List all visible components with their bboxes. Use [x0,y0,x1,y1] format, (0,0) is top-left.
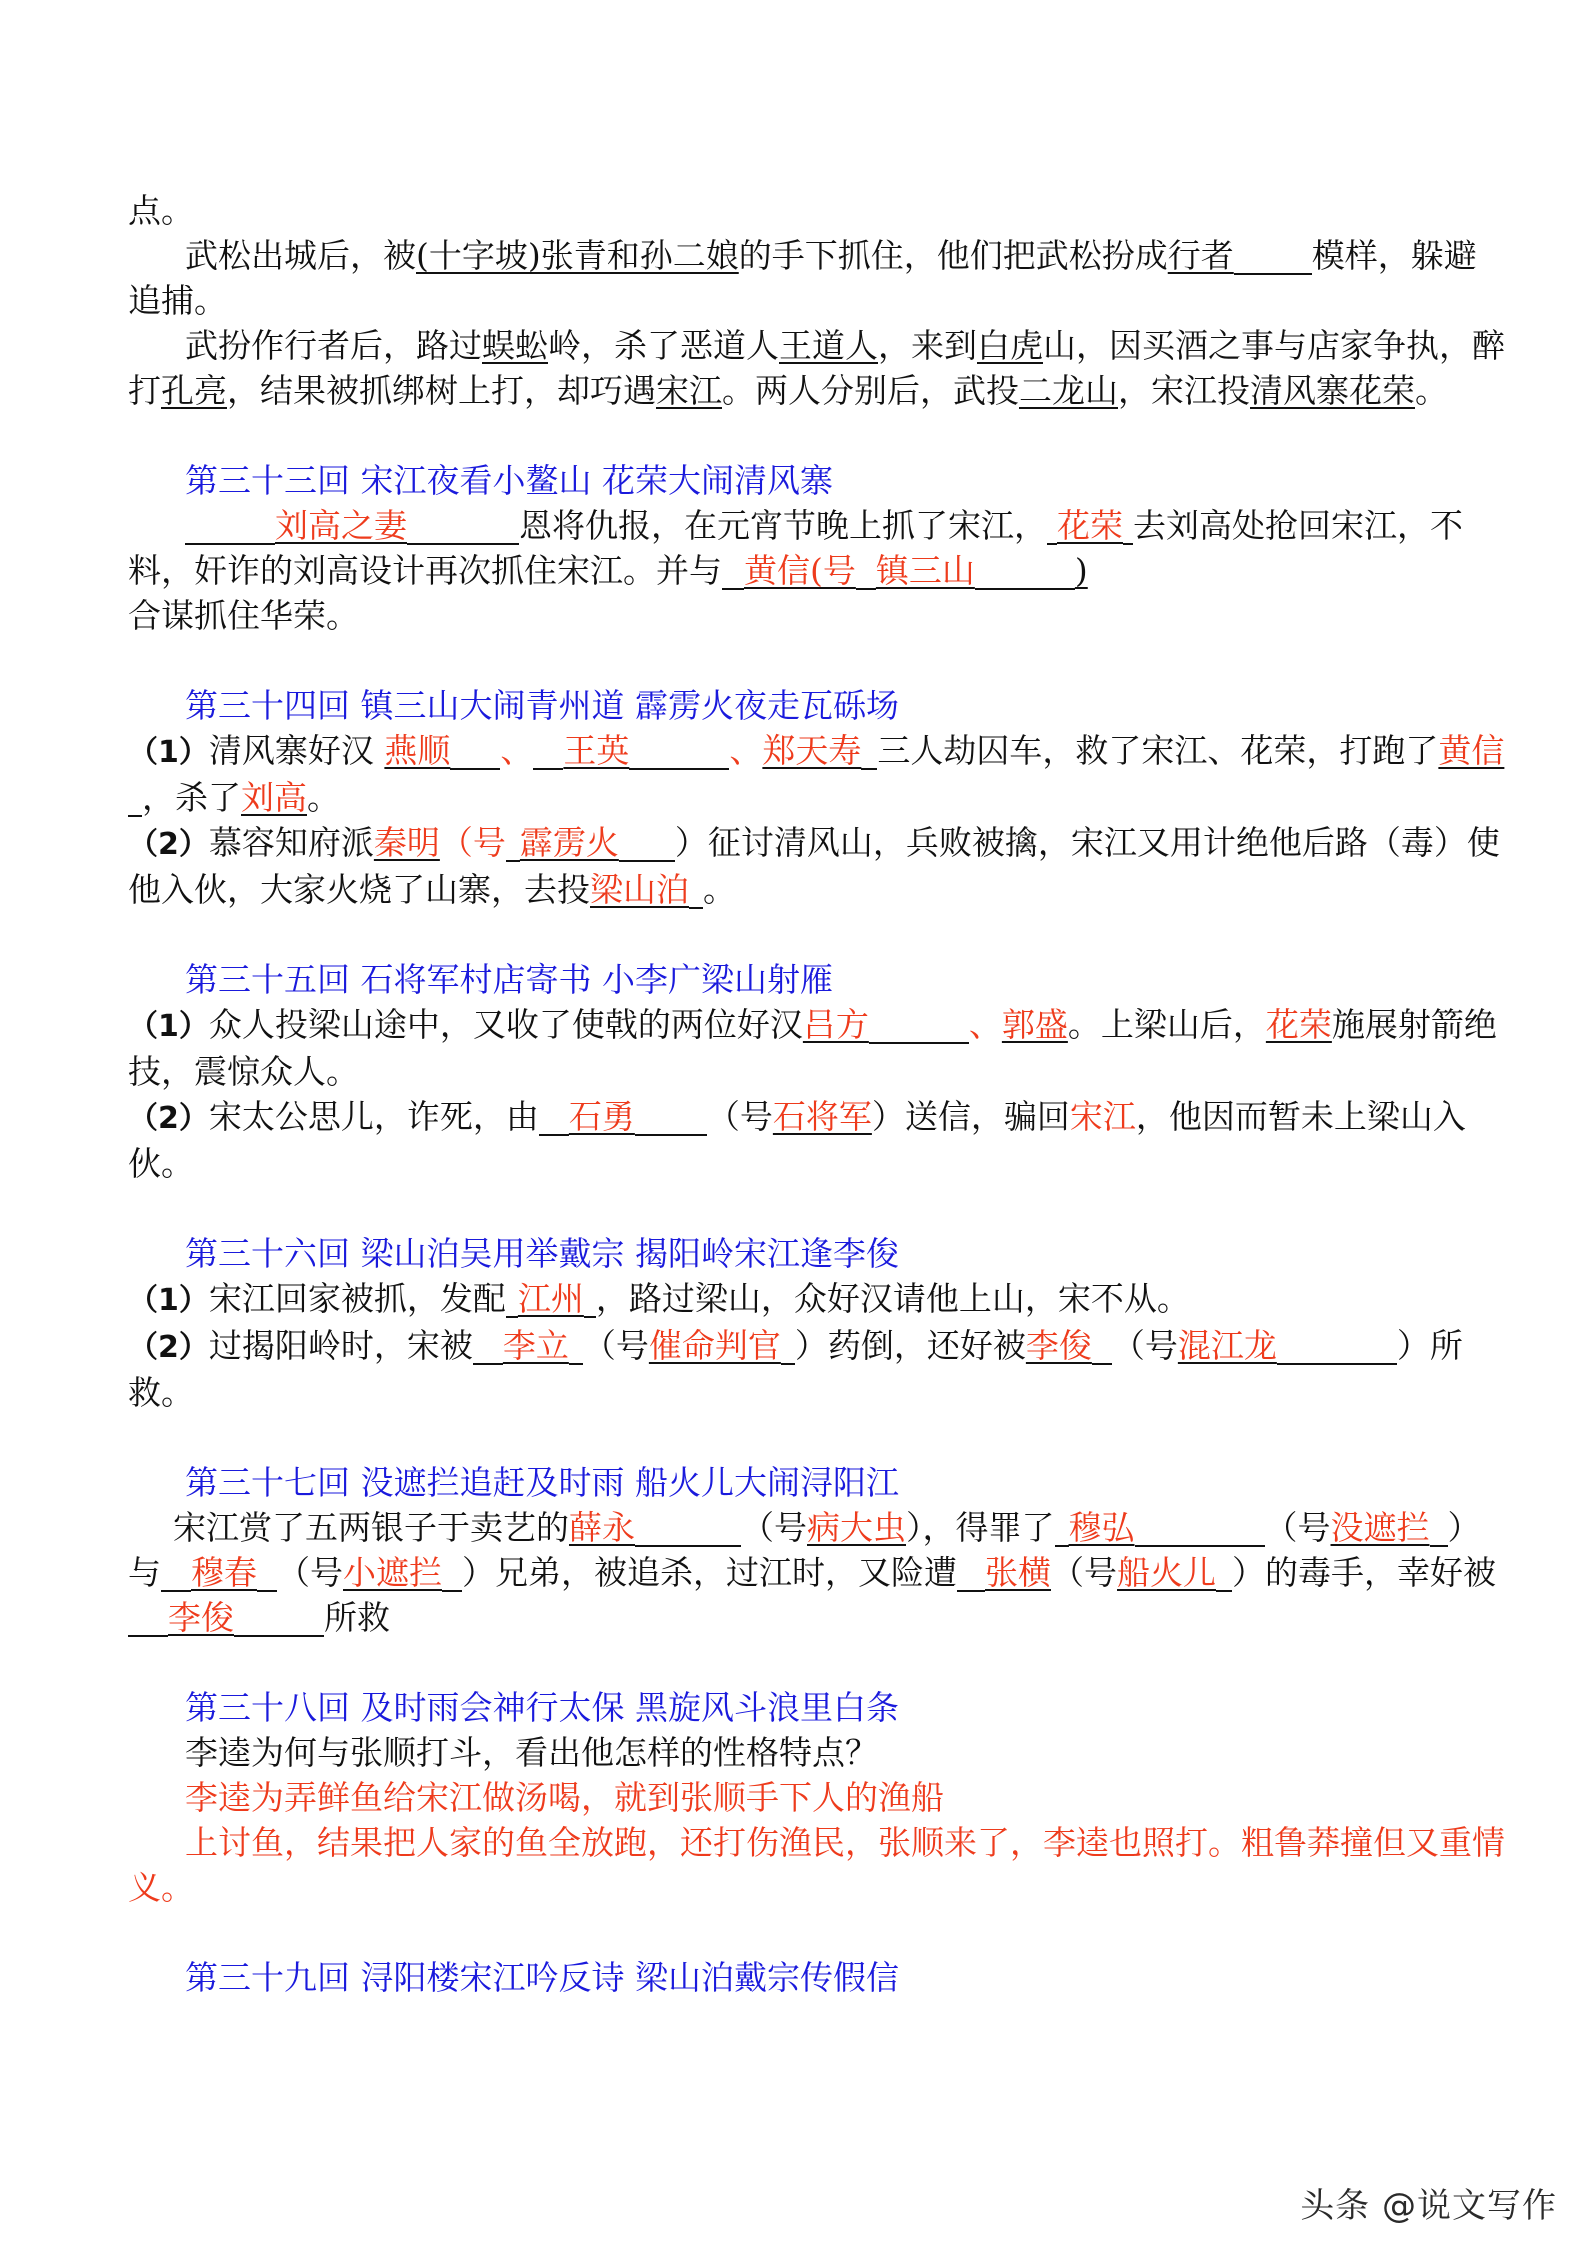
fill-in-blank [407,507,519,545]
fill-in-blank [506,824,520,862]
fill-in-blank [1135,1509,1265,1547]
fill-in-blank [722,552,744,590]
fill-in-blank [506,1280,518,1318]
fill-in-blank [1047,507,1057,545]
chapter-34-title: 第三十四回 镇三山大闹青州道 霹雳火夜走瓦砾场 [185,686,899,725]
chapter-37-text: 宋江赏了五两银子于卖艺的薛永 （号病大虫），得罪了 穆弘 （号没遮拦 ）与 穆春 （号小遮拦 ）兄弟，被追杀，过江时，又险遭 张横（号船火儿 ）的毒手，幸好被李俊 所救 [128,1508,1496,1637]
chapter-39-title: 第三十九回 浔阳楼宋江吟反诗 梁山泊戴宗传假信 [185,1958,899,1997]
fill-in-blank [539,1098,569,1136]
chapter-38-answer-cont: 上讨鱼，结果把人家的鱼全放跑，还打伤渔民，张顺来了，李逵也照打。粗鲁莽撞但又重情义。 [128,1823,1505,1907]
chapter-35-item-2: （2）宋太公思儿，诈死，由 石勇 （号石将军）送信，骗回宋江，他因而暂未上梁山入伙。 [128,1097,1466,1183]
chapter-38-title: 第三十八回 及时雨会神行太保 黑旋风斗浪里白条 [185,1688,899,1727]
chapter-36-item-2: （2）过揭阳岭时，宋被 李立 （号催命判官 ）药倒，还好被李俊 （号混江龙 ）所救。 [128,1326,1463,1412]
fill-in-blank [1216,1554,1232,1592]
chapter-38-answer: 李逵为弄鲜鱼给宋江做汤喝，就到张顺手下人的渔船 [185,1778,944,1817]
fill-in-blank [1234,237,1312,275]
text-line: 点。 [128,191,194,230]
chapter-36-title: 第三十六回 梁山泊吴用举戴宗 揭阳岭宋江逢李俊 [185,1234,899,1273]
fill-in-blank [533,732,563,770]
fill-in-blank [442,1554,462,1592]
paragraph-wusong-travel: 武扮作行者后，路过蜈蚣岭，杀了恶道人王道人，来到白虎山，因买酒之事与店家争执，醉打孔亮，结果被抓绑树上打，却巧遇宋江。两人分别后，武投二龙山，宋江投清风寨花荣。 [128,326,1505,410]
fill-in-blank [975,552,1075,590]
fill-in-blank [450,732,500,770]
document-body [128,188,1508,2000]
fill-in-blank [869,1006,969,1044]
answer: 黄信 [744,551,810,590]
fill-in-blank [1092,1327,1112,1365]
answer: 花荣 [1057,506,1123,545]
fill-in-blank [473,1327,503,1365]
watermark: 头条 @说文写作 [1300,2186,1557,2226]
fill-in-blank [161,1554,191,1592]
fill-in-blank [584,1280,596,1318]
fill-in-blank [861,732,877,770]
chapter-37-title: 第三十七回 没遮拦追赶及时雨 船火儿大闹浔阳江 [185,1463,899,1502]
chapter-36-item-1: （1）宋江回家被抓，发配 江州 ，路过梁山，众好汉请他上山，宋不从。 [128,1279,1190,1318]
chapter-35-title: 第三十五回 石将军村店寄书 小李广梁山射雁 [185,960,833,999]
fill-in-blank [957,1554,985,1592]
fill-in-blank [257,1554,277,1592]
fill-in-blank [1430,1509,1448,1547]
chapter-33-text: 刘高之妻 恩将仇报，在元宵节晚上抓了宋江， 花荣 去刘高处抢回宋江，不料，奸诈的刘高设计再次抓住宋江。并与 黄信(号 镇三山 ) 合谋抓住华荣。 [128,506,1463,635]
answer: 镇三山 [875,551,975,590]
fill-in-blank [689,871,703,909]
fill-in-blank [569,1327,583,1365]
paragraph-wusong-escape: 武松出城后，被(十字坡)张青和孙二娘的手下抓住，他们把武松扮成行者 模样，躲避追捕。 [128,236,1477,320]
fill-in-blank [128,779,142,817]
chapter-34-item-2: （2）慕容知府派秦明（号 霹雳火 ）征讨清风山，兵败被擒，宋江又用计绝他后路（毒）使他入伙，大家火烧了山寨，去投梁山泊 。 [128,823,1500,909]
fill-in-blank [1277,1327,1397,1365]
chapter-38-question: 李逵为何与张顺打斗，看出他怎样的性格特点？ [185,1733,878,1772]
fill-in-blank [629,732,729,770]
chapter-33-title: 第三十三回 宋江夜看小鳌山 花荣大闹清风寨 [185,461,833,500]
fill-in-blank [1055,1509,1069,1547]
fill-in-blank [1123,507,1133,545]
chapter-35-item-1: （1）众人投梁山途中，又收了使戟的两位好汉吕方 、郭盛。上梁山后，花荣施展射箭绝技，震惊众人。 [128,1005,1497,1091]
fill-in-blank [128,1599,168,1637]
fill-in-blank [635,1098,707,1136]
fill-in-blank [185,507,275,545]
fill-in-blank [856,552,876,590]
fill-in-blank [781,1327,795,1365]
answer: 刘高之妻 [275,506,407,545]
fill-in-blank [635,1509,741,1547]
fill-in-blank [619,824,675,862]
chapter-34-item-1: （1）清风寨好汉 燕顺 、 王英 、郑天寿 三人劫囚车，救了宋江、花荣，打跑了黄信，杀了刘高。 [128,731,1505,817]
fill-in-blank [234,1599,324,1637]
